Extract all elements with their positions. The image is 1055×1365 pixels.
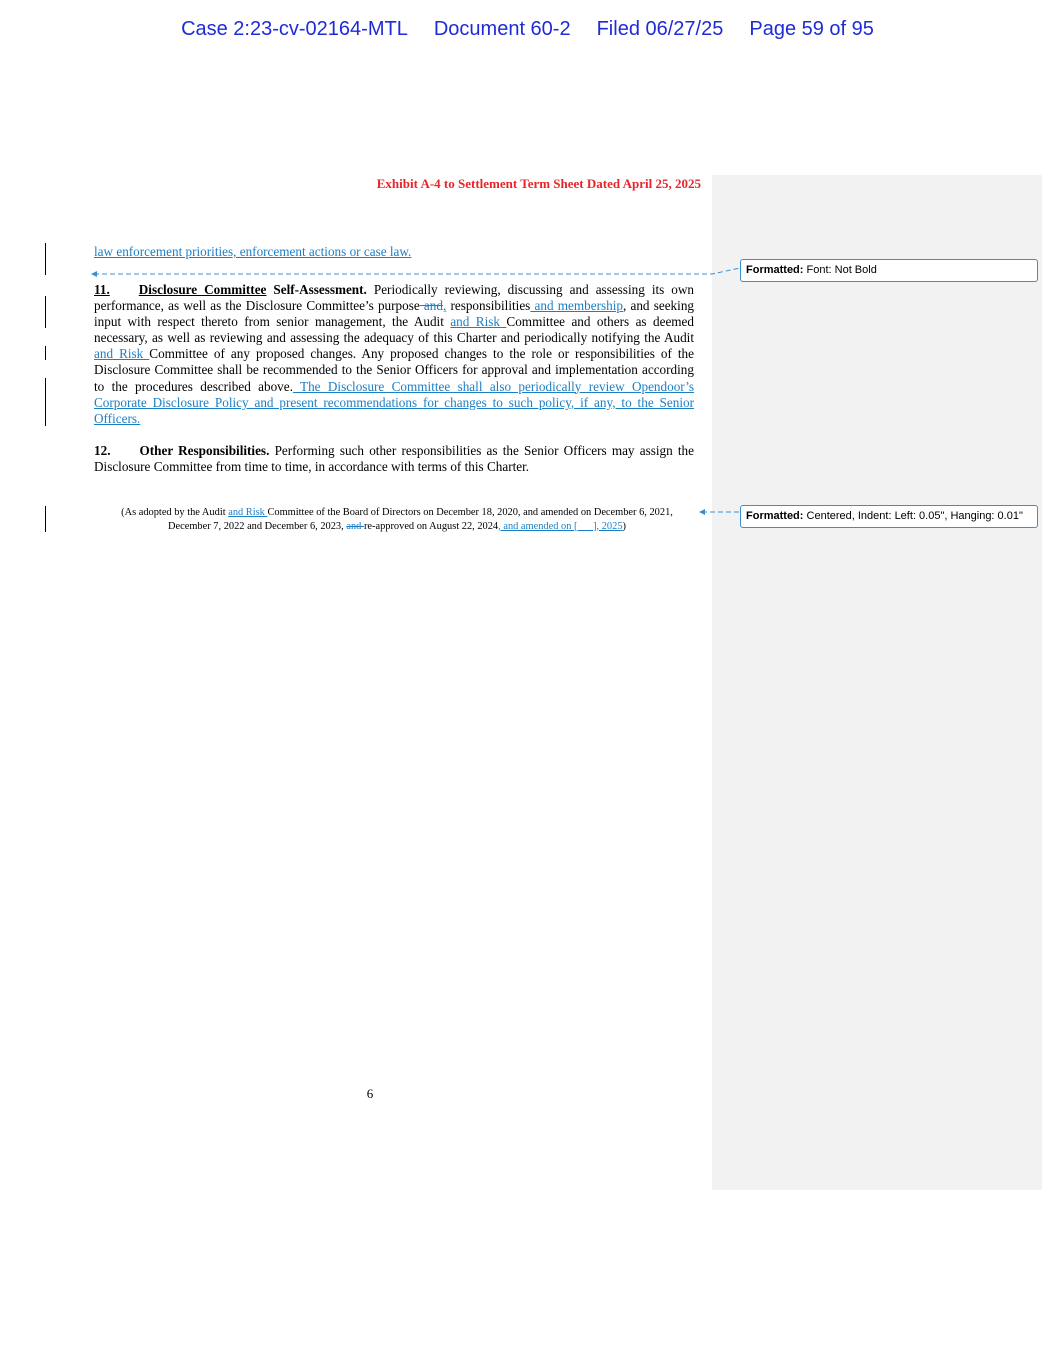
insertion: The Disclosure Committee shall also periodically review Opendoor’s Corporate Disclosure Policy and present recommendations for changes to such policy, if any, to the Senior Officers.: [94, 378, 694, 426]
insertion: and Risk: [450, 314, 507, 330]
change-bar: [45, 346, 46, 360]
insertion: ,: [442, 298, 447, 314]
change-bar: [45, 378, 46, 426]
connector-arrow: [699, 509, 705, 515]
filed-date: Filed 06/27/25: [596, 18, 724, 40]
insertion: and membership: [530, 298, 623, 314]
section-11-heading: Disclosure Committee: [138, 282, 267, 297]
document-number: Document 60-2: [433, 18, 571, 40]
markup-pane: [712, 175, 1042, 1190]
page-number: 6: [366, 1086, 374, 1101]
connector-arrow: [91, 271, 97, 277]
change-bar: [45, 506, 46, 532]
section-11-paragraph: 11. Disclosure Committee Self-Assessment. Periodically reviewing, discussing and assessing its own performance, as well as the Disclosure Committee’s purpose and, responsibilities and membership, and seeking input with respect thereto from senior management, the Audit and Risk Committee and others as deemed necessary, as well as reviewing and assessing the adequacy of this Charter and periodically notifying the Audit and Risk Committee of any proposed changes. Any proposed changes to the role or responsibilities of the Disclosure Committee shall be recommended to the Senior Officers for approval and implementation according to the procedures described above. The Disclosure Committee shall also periodically review Opendoor’s Corporate Disclosure Policy and present recommendations for changes to such policy, if any, to the Senior Officers.: [94, 282, 695, 426]
comment-balloon-formatted[interactable]: Formatted: Font: Not Bold: [740, 259, 1038, 282]
connector-line: [94, 268, 740, 274]
insertion: and Risk: [228, 507, 268, 518]
change-bar: [45, 243, 46, 275]
change-bar: [45, 296, 46, 328]
page-count: Page 59 of 95: [749, 18, 874, 40]
insertion: and Risk: [94, 346, 150, 362]
insertion: , and amended on [___], 2025: [498, 520, 623, 532]
section-12-heading: Other Responsibilities.: [139, 443, 270, 458]
adoption-note: (As adopted by the Audit and Risk Committee of the Board of Directors on December 18, 2020, and amended on December 6, 2021, December 7, 2022 and December 6, 2023, and re-approved on August 22, 2024, and amended on [___], 2025): [121, 507, 673, 532]
exhibit-title: Exhibit A-4 to Settlement Term Sheet Dated April 25, 2025: [376, 176, 701, 191]
section-12-number: 12.: [94, 443, 111, 458]
deletion: and: [419, 298, 443, 314]
intro-line: law enforcement priorities, enforcement actions or case law.: [94, 244, 412, 259]
court-filing-header: [0, 18, 1055, 41]
case-number: Case 2:23-cv-02164-MTL: [181, 18, 408, 40]
deletion: and: [346, 520, 364, 532]
section-12-paragraph: 12. Other Responsibilities. Performing such other responsibilities as the Senior Officers may assign the Disclosure Committee from time to time, in accordance with terms of this Charter.: [94, 443, 694, 475]
section-11-number: 11.: [94, 282, 110, 297]
comment-balloon-formatted[interactable]: Formatted: Centered, Indent: Left: 0.05", Hanging: 0.01": [740, 505, 1038, 528]
